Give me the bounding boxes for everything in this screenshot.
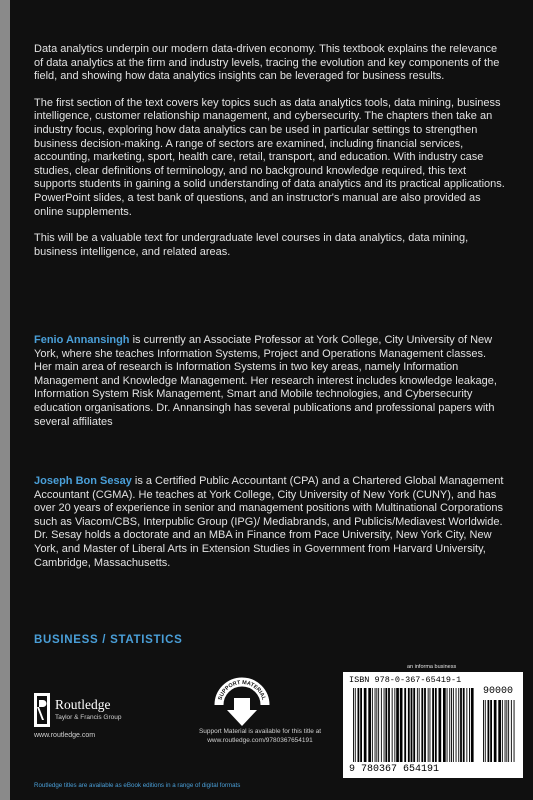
publisher-group: Taylor & Francis Group	[55, 714, 122, 721]
support-url[interactable]: www.routledge.com/9780367654191	[207, 737, 313, 744]
barcode-bar	[453, 688, 454, 762]
barcode-bar	[469, 688, 470, 762]
barcode-bar	[385, 688, 387, 762]
support-badge-label: SUPPORT MATERIAL	[217, 679, 267, 702]
author-name: Fenio Annansingh	[34, 334, 130, 346]
author-name: Joseph Bon Sesay	[34, 475, 132, 487]
author-bio-text: is a Certified Public Accountant (CPA) and a Chartered Global Management Accountant (CGMA). He teaches at York College, City University of New York (CUNY), and has over 20 years of experience in senior and management positions with Multinational Corporations such as Viacom/CBS, Interpublic Group (IPG)/ Mediabrands, and Publicis/Mediavest Worldwide. Dr. Sesay holds a doctorate and an MBA in Finance from Pace University, New York City, New York, and Master of Liberal Arts in Extension Studies in Government from Harvard University, Cambridge, Massachusetts.	[34, 475, 504, 569]
barcode-bar	[485, 700, 486, 762]
description-paragraph: The first section of the text covers key topics such as data analytics tools, data mining, business intelligence, customer relationship management, and cybersecurity. The chapters then take an industry focus, exploring how data analytics can be used in particular settings to strengthen business decision-making. A range of sectors are examined, including financial services, accounting, marketing, sport, health care, retail, transport, and education. With industry case studies, clear definitions of terminology, and no background knowledge required, this text supports students in gaining a solid understanding of data analytics and its practical applications. PowerPoint slides, a test bank of questions, and an instructor's manual are also provided as online supplements.	[34, 96, 505, 218]
back-cover	[10, 0, 533, 800]
author-bio	[34, 334, 506, 429]
price-code: 90000	[483, 686, 514, 697]
barcode-bar	[505, 700, 506, 762]
barcode-bar	[449, 688, 450, 762]
barcode-bar	[413, 688, 415, 762]
barcode-bar	[514, 700, 515, 762]
barcode-bar	[490, 700, 492, 762]
barcode-bar	[417, 688, 418, 762]
barcode-bar	[355, 688, 356, 762]
barcode-bar	[435, 688, 437, 762]
barcode-bar	[511, 700, 512, 762]
barcode-bar	[364, 688, 367, 762]
barcode-bar	[411, 688, 413, 762]
barcode-bar	[368, 688, 371, 762]
barcode-bar	[428, 688, 429, 762]
routledge-logo-icon	[34, 693, 50, 727]
publisher-logo	[34, 693, 184, 743]
barcode-bar	[396, 688, 399, 762]
barcode-bar	[421, 688, 423, 762]
barcode-bar	[430, 688, 431, 762]
publisher-url[interactable]: www.routledge.com	[34, 732, 96, 739]
support-material-note	[186, 727, 334, 745]
barcode-digits: 9 780367 654191	[349, 764, 440, 775]
support-material-arrow-icon	[213, 675, 271, 727]
barcode-bar	[378, 688, 379, 762]
barcode-bar	[376, 688, 377, 762]
barcode-bar	[404, 688, 406, 762]
barcode-bar	[408, 688, 410, 762]
barcode-bar	[394, 688, 395, 762]
barcode-bar	[439, 688, 442, 762]
barcode-bar	[384, 688, 385, 762]
description-paragraph: Data analytics underpin our modern data-driven economy. This textbook explains the relevance of data analytics at the firm and industry levels, tracing the evolution and key components of the field, and showing how data analytics insights can be leveraged for business results.	[34, 43, 500, 83]
barcode-bar	[381, 688, 382, 762]
barcode-bar	[443, 688, 446, 762]
barcode-bar	[358, 688, 360, 762]
barcode-bar	[506, 700, 507, 762]
author-bio-text: is currently an Associate Professor at York College, City University of New York, where she teaches Information Systems, Project and Operations Management classes. Her main area of research is Information Systems in two key areas, namely Information Management and Knowledge Management. Her research interest includes knowledge leakage, Information System Risk Management, Smart and Mobile technologies, and Cybersecurity education organisations. Dr. Annansingh has several publications and professional papers with several affiliates	[34, 334, 497, 428]
barcode-bar	[375, 688, 376, 762]
ebook-availability-note: Routledge titles are available as eBook editions in a range of digital formats	[34, 782, 241, 789]
barcode-bar	[466, 688, 467, 762]
barcode-bar	[483, 700, 484, 762]
description-paragraph: This will be a valuable text for undergraduate level courses in data analytics, data mining, business intelligence, and related areas.	[34, 232, 469, 258]
barcode-bar	[463, 688, 465, 762]
isbn-label: ISBN 978-0-367-65419-1	[349, 675, 462, 685]
barcode-bar	[388, 688, 390, 762]
author-bio	[34, 475, 506, 570]
barcode-bar	[353, 688, 354, 762]
isbn-barcode	[343, 672, 523, 778]
support-note-line: Support Material is available for this title at	[198, 728, 322, 735]
barcode-bar	[360, 688, 362, 762]
barcode-bar	[498, 700, 501, 762]
subject-category: BUSINESS / STATISTICS	[34, 634, 183, 646]
barcode-bar	[432, 688, 434, 762]
barcode-bar	[456, 688, 457, 762]
barcode-bar	[488, 700, 490, 762]
support-material-badge	[213, 675, 271, 727]
barcode-bar	[400, 688, 403, 762]
barcode-bar	[502, 700, 503, 762]
barcode-bar	[460, 688, 462, 762]
informa-tagline: an informa business	[407, 664, 457, 670]
book-description	[34, 43, 506, 272]
barcode-bar	[419, 688, 420, 762]
barcode-bar	[458, 688, 459, 762]
barcode-bar	[372, 688, 373, 762]
barcode-bar	[471, 688, 474, 762]
barcode-bar	[424, 688, 426, 762]
publisher-name: Routledge	[55, 697, 111, 712]
barcode-bar	[451, 688, 452, 762]
barcode-bar	[494, 700, 497, 762]
barcode-bar	[508, 700, 509, 762]
barcode-bar	[392, 688, 393, 762]
barcode-bar	[447, 688, 448, 762]
